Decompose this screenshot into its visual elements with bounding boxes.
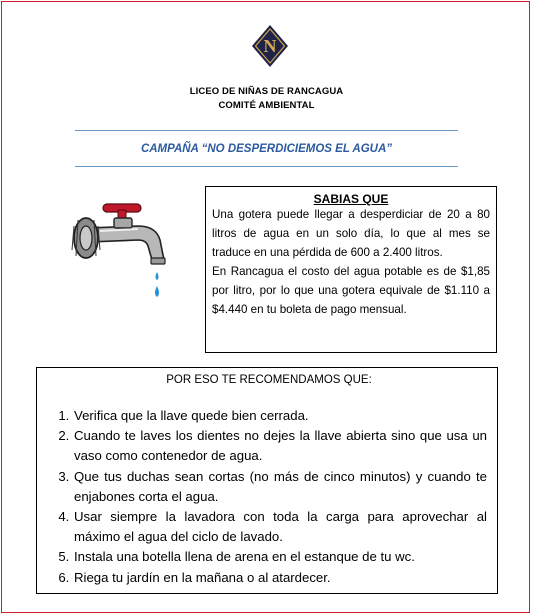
sabias-paragraph-2: En Rancagua el costo del agua potable es de $1,85 por litro, por lo que una gotera equivale de $1.110 a $4.440 en tu boleta de pago mensual. xyxy=(212,264,490,316)
logo-letter: N xyxy=(263,36,277,56)
recommendations-list xyxy=(51,406,487,588)
list-item: 6. Riega tu jardín en la mañana o al atardecer. xyxy=(73,568,487,588)
sabias-paragraph-1: Una gotera puede llegar a desperdiciar de 20 a 80 litros de agua en un solo día, lo que al mes se traduce en una pérdida de 600 a 2.400 litros. xyxy=(212,208,490,259)
sabias-title: SABIAS QUE xyxy=(313,192,389,206)
list-item: 1. Verifica que la llave quede bien cerrada. xyxy=(73,406,487,426)
list-item: 2. Cuando te laves los dientes no dejes la llave abierta sino que usa un vaso como contenedor de agua. xyxy=(73,426,487,466)
campaign-title: CAMPAÑA “NO DESPERDICIEMOS EL AGUA” xyxy=(140,143,393,155)
list-item: 4. Usar siempre la lavadora con toda la carga para aprovechar al máximo el agua del ciclo de lavado. xyxy=(73,507,487,547)
school-logo xyxy=(250,24,290,68)
rule-top xyxy=(75,130,458,131)
school-name: LICEO DE NIÑAS DE RANCAGUA xyxy=(189,86,344,97)
recommendations-title: POR ESO TE RECOMENDAMOS QUE: xyxy=(166,374,372,386)
sabias-que-box xyxy=(205,186,497,353)
rule-bottom xyxy=(75,166,458,167)
faucet-icon xyxy=(68,198,180,310)
list-item: 5. Instala una botella llena de arena en el estanque de tu wc. xyxy=(73,547,487,567)
recommendations-box xyxy=(36,367,498,594)
committee-name: COMITÉ AMBIENTAL xyxy=(218,100,315,111)
list-item: 3. Que tus duchas sean cortas (no más de cinco minutos) y cuando te enjabones corta el agua. xyxy=(73,467,487,507)
